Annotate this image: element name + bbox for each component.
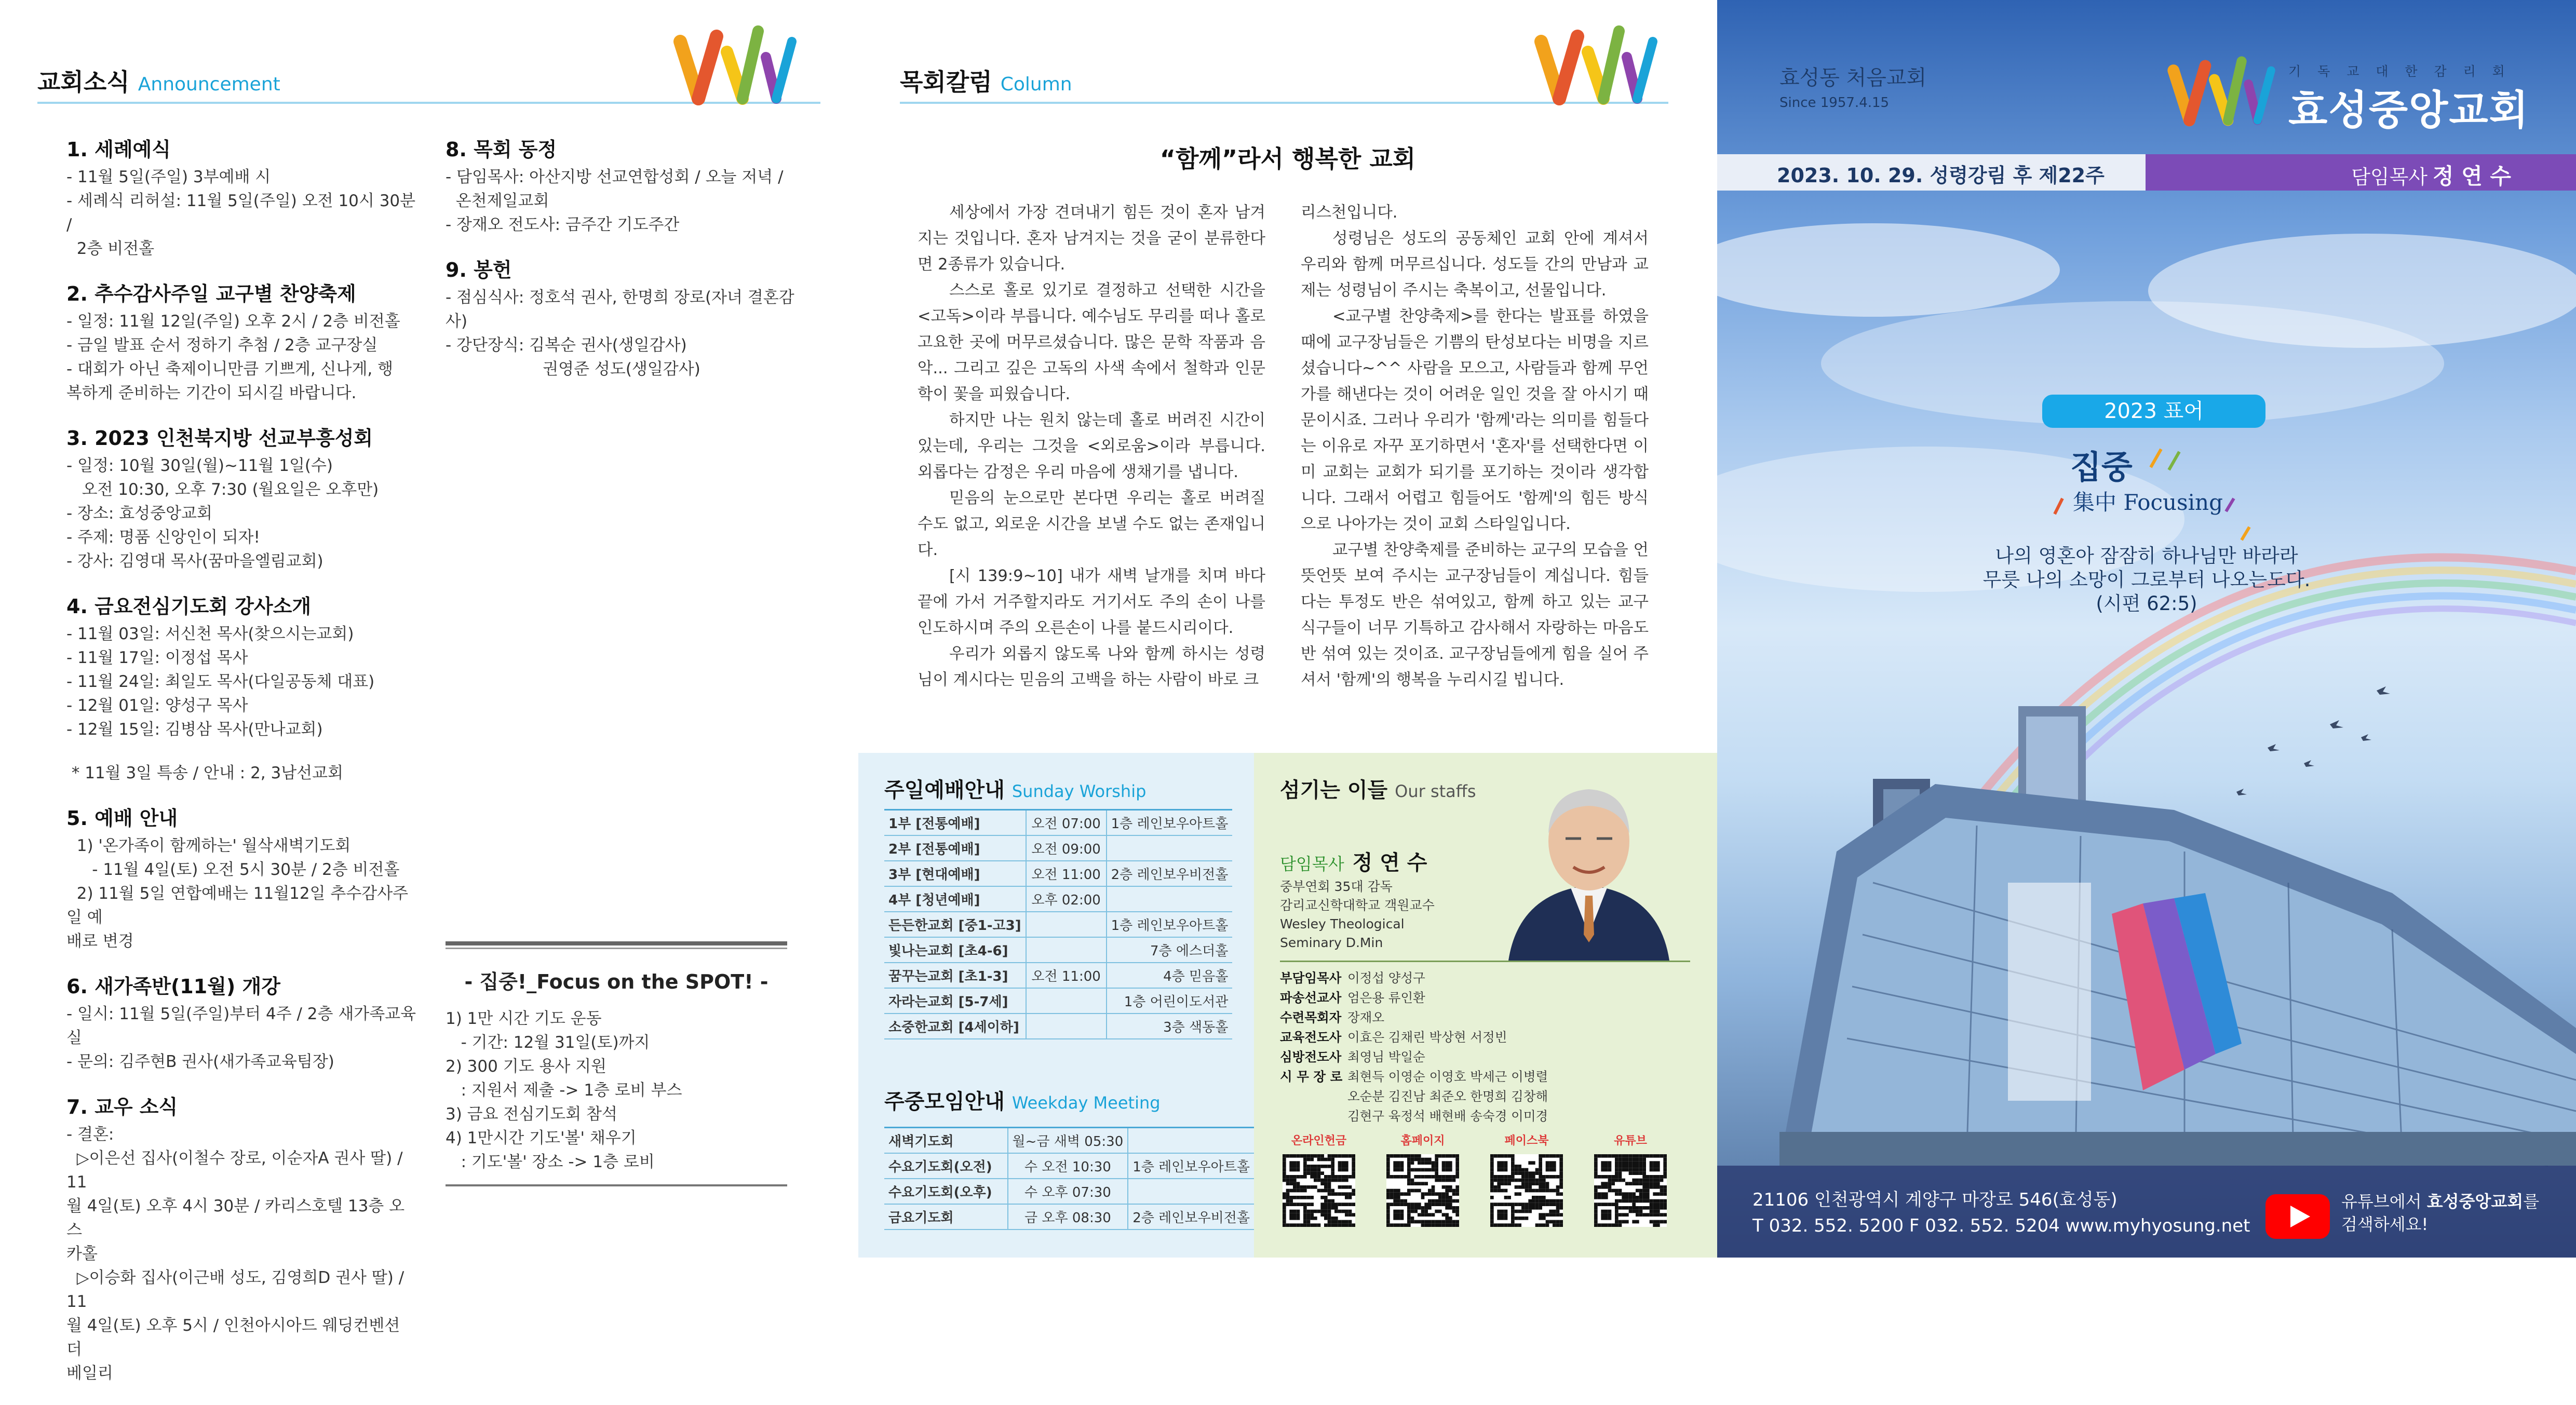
cover-pastor-name: 정 연 수 xyxy=(2433,164,2511,189)
yt-text-pre: 유튜브에서 xyxy=(2341,1192,2427,1211)
qr-label: 홈페이지 xyxy=(1400,1134,1445,1147)
pastor-label xyxy=(1280,846,1427,876)
qr-label: 페이스북 xyxy=(1504,1134,1549,1147)
service-time: 오후 02:00 xyxy=(1026,886,1107,912)
youtube-icon[interactable] xyxy=(2265,1194,2330,1239)
service-name: 빛나는교회 [초4-6] xyxy=(884,937,1026,963)
service-place: 3층 색동홀 xyxy=(1107,1014,1233,1039)
verse-line: 나의 영혼아 잠잠히 하나님만 바라라 xyxy=(1995,545,2298,567)
staff-heading xyxy=(1280,774,1476,803)
qr-block[interactable] xyxy=(1488,1132,1566,1229)
staff-names: 김현구 육정석 배현배 송숙경 이미경 xyxy=(1347,1109,1548,1124)
announcement-item xyxy=(66,280,420,405)
column-paragraph: 성령님은 성도의 공동체인 교회 안에 계셔서 우리와 함께 머무르십니다. 성도들 간의 만남과 교제는 성령님이 주시는 축복이고, 선물입니다. xyxy=(1301,229,1649,300)
focus-box xyxy=(446,941,787,1186)
staff-row xyxy=(1280,1067,1548,1087)
schedule-row xyxy=(884,1179,1254,1204)
column-paragraph: 스스로 홀로 있기로 결정하고 선택한 시간을 <고독>이라 부릅니다. 예수님도 무리를 떠나 홀로 고요한 곳에 머무르셨습니다. 많은 문학 작품과 음악... 그리고 깊은 고독의 사색 속에서 철학과 인문학이 꽃을 피웠습니다. xyxy=(918,281,1265,403)
weekday-title: 주중모임안내 xyxy=(884,1090,1005,1114)
announcement-item-heading: 6. 새가족반(11월) 개강 xyxy=(66,975,280,998)
service-time xyxy=(1026,988,1107,1014)
service-time: 오전 09:00 xyxy=(1026,835,1107,861)
schedule-row xyxy=(884,1153,1254,1179)
pastor-role: 담임목사 xyxy=(1280,854,1344,874)
announcement-item-heading: 3. 2023 인천북지방 선교부흥성회 xyxy=(66,427,373,450)
church-logo-icon xyxy=(1536,21,1661,109)
focus-list: 1) 1만 시간 기도 운동 - 기간: 12월 31일(토)까지 2) 300 기도 용사 지원 : 지원서 제출 -> 1층 로비 부스 3) 금요 전심기도회 참석 4) 1만시간 기도'볼' 채우기 : 기도'볼' 장소 -> 1층 로비 xyxy=(446,1009,682,1171)
column-headline: “함께”라서 행복한 교회 xyxy=(1159,145,1416,173)
service-name: 4부 [청년예배] xyxy=(884,886,1026,912)
announcement-heading xyxy=(37,63,280,98)
qr-code-icon[interactable] xyxy=(1386,1154,1459,1227)
schedule-row xyxy=(884,886,1232,912)
service-place: 1층 레인보우아트홀 xyxy=(1107,810,1233,835)
service-time xyxy=(1026,1014,1107,1039)
schedule-row xyxy=(884,937,1232,963)
service-place xyxy=(1107,835,1233,861)
announcement-item xyxy=(446,256,809,381)
announcement-item-body: - 결혼: ▷이은선 집사(이철수 장로, 이순자A 권사 딸) / 11 월 4일(토) 오후 4시 30분 / 카리스호텔 13층 오스 카홀 ▷이승화 집사(이근배 성도, 김영희D 권사 딸) / 11 월 4일(토) 오후 5시 / 인천아시아드 웨딩컨벤션 더 베일리 xyxy=(66,1125,405,1383)
weekday-heading xyxy=(884,1085,1161,1115)
pastor-photo xyxy=(1488,763,1690,961)
announcement-panel xyxy=(0,0,858,1383)
service-name: 자라는교회 [5-7세] xyxy=(884,988,1026,1014)
staff-names: 최현득 이영순 이영호 박세근 이병렬 xyxy=(1347,1069,1548,1084)
staff-row xyxy=(1280,1047,1548,1067)
announcement-item-body: - 일시: 11월 5일(주일)부터 4주 / 2층 새가족교육실 - 문의: 김주현B 권사(새가족교육팀장) xyxy=(66,1005,416,1071)
staff-row xyxy=(1280,968,1548,988)
schedule-row xyxy=(884,988,1232,1014)
announcement-item-body: - 점심식사: 정호석 권사, 한명희 장로(자녀 결혼감사) - 강단장식: 김복순 권사(생일감사) 권영준 성도(생일감사) xyxy=(446,288,794,379)
announcement-item-body: - 일정: 10월 30일(월)~11월 1일(수) 오전 10:30, 오후 7:30 (월요일은 오후만) - 장소: 효성중앙교회 - 주제: 명품 신앙인이 되자! - 강사: 김영대 목사(꿈마을엘림교회) xyxy=(66,456,379,571)
church-since: Since 1957.4.15 xyxy=(1779,95,1890,111)
service-place: 1층 어린이도서관 xyxy=(1107,988,1233,1014)
announcement-item-heading: 2. 추수감사주일 교구별 찬양축제 xyxy=(66,282,356,305)
staff-role: 부담임목사 xyxy=(1280,970,1342,985)
schedule-row xyxy=(884,1014,1232,1039)
service-name: 2부 [전통예배] xyxy=(884,835,1026,861)
motto-subtitle: 集中 Focusing xyxy=(2073,490,2223,515)
staff-role: 파송선교사 xyxy=(1280,990,1342,1005)
announcement-item xyxy=(446,136,809,237)
church-tagline: 효성동 처음교회 xyxy=(1779,66,1927,90)
yt-text-post: 를 xyxy=(2523,1192,2540,1211)
service-place xyxy=(1107,886,1233,912)
service-time: 수 오전 10:30 xyxy=(1008,1153,1128,1179)
service-place: 2층 레인보우비전홀 xyxy=(1128,1204,1254,1230)
service-name: 새벽기도회 xyxy=(884,1128,1008,1153)
focus-title: - 집중!_Focus on the SPOT! - xyxy=(464,970,768,993)
weekday-title-en: Weekday Meeting xyxy=(1011,1093,1161,1113)
staff-role: 교육전도사 xyxy=(1280,1030,1342,1045)
announcement-item-heading: 8. 목회 동정 xyxy=(446,138,557,161)
worship-box xyxy=(858,753,1254,1258)
schedule-row xyxy=(884,810,1232,835)
denomination: 기 독 교 대 한 감 리 회 xyxy=(2288,64,2511,79)
column-heading xyxy=(900,63,1072,98)
church-logo-icon xyxy=(2169,49,2278,132)
qr-block[interactable] xyxy=(1280,1132,1358,1229)
qr-block[interactable] xyxy=(1384,1132,1462,1229)
column-paragraph: 하지만 나는 원치 않는데 홀로 버려진 시간이 있는데, 우리는 그것을 <외로움>이라 부릅니다. 외롭다는 감정은 우리 마음에 생채기를 냅니다. xyxy=(918,411,1265,481)
staff-names: 이정섭 양성구 xyxy=(1347,970,1425,985)
verse-line: 무릇 나의 소망이 그로부터 나오는도다. xyxy=(1982,569,2311,591)
cover-pastor-role: 담임목사 xyxy=(2351,166,2428,188)
staff-title: 섬기는 이들 xyxy=(1280,778,1388,802)
service-time: 오전 11:00 xyxy=(1026,963,1107,988)
announcement-left-column xyxy=(66,136,420,1405)
weekday-schedule-table xyxy=(884,1127,1254,1230)
scripture-verse xyxy=(1717,544,2576,616)
schedule-row xyxy=(884,1204,1254,1230)
qr-label: 온라인헌금 xyxy=(1291,1134,1347,1147)
announcement-item xyxy=(66,425,420,573)
column-text-right xyxy=(1301,200,1649,693)
column-paragraph: 리스천입니다. xyxy=(1301,204,1398,222)
church-name: 효성중앙교회 xyxy=(2288,87,2530,134)
focus-top-rule xyxy=(446,941,787,945)
announcement-item-body: - 11월 5일(주일) 3부예배 시 - 세례식 리허설: 11월 5일(주일) 오전 10시 30분 / 2층 비전홀 xyxy=(66,168,416,258)
announcement-item xyxy=(66,973,420,1074)
column-paragraph: 세상에서 가장 견뎌내기 힘든 것이 혼자 남겨지는 것입니다. 혼자 남겨지는 것을 굳이 분류한다면 2종류가 있습니다. xyxy=(918,204,1265,274)
focus-top-rule-thin xyxy=(446,948,787,949)
column-paragraph: 교구별 찬양축제를 준비하는 교구의 모습을 언뜻언뜻 보여 주시는 교구장님들이 계십니다. 힘들다는 투정도 반은 섞여있고, 함께 하고 있는 교구 식구들이 너무 기특하고 감사해서 자랑하는 마음도 반 섞여 있는 것이죠. 교구장님들에게 힘을 실어 주셔서 '함께'의 행복을 누리시길 빕니다. xyxy=(1301,541,1649,689)
staff-row xyxy=(1280,1008,1548,1028)
column-title-en: Column xyxy=(1000,74,1072,95)
youtube-search-text xyxy=(2341,1190,2539,1236)
qr-code-icon[interactable] xyxy=(1490,1154,1563,1227)
service-name: 든든한교회 [중1-고3] xyxy=(884,912,1026,937)
motto-accent-strokes xyxy=(2049,447,2257,550)
service-place xyxy=(1128,1179,1254,1204)
service-time: 금 오후 08:30 xyxy=(1008,1204,1128,1230)
staff-row xyxy=(1280,1028,1548,1047)
staff-role: 수련목회자 xyxy=(1280,1010,1342,1025)
service-place: 4층 믿음홀 xyxy=(1107,963,1233,988)
staff-names: 오순분 김진남 최준오 한명희 김창해 xyxy=(1347,1089,1548,1104)
staff-role xyxy=(1280,1087,1347,1106)
worship-heading xyxy=(884,774,1146,803)
announcement-item xyxy=(66,593,420,741)
qr-code-icon[interactable] xyxy=(1283,1154,1355,1227)
announcement-item-body: - 담임목사: 아산지방 선교연합성회 / 오늘 저녁 / 온천제일교회 - 장재오 전도사: 금주간 기도주간 xyxy=(446,168,784,234)
service-time: 오전 07:00 xyxy=(1026,810,1107,835)
staff-role xyxy=(1280,1106,1347,1126)
announcement-item-heading: 1. 세례예식 xyxy=(66,138,171,161)
announcement-item-heading: 7. 교우 소식 xyxy=(66,1096,178,1118)
staff-names: 최영님 박일순 xyxy=(1347,1049,1425,1064)
yt-text-church: 효성중앙교회 xyxy=(2426,1192,2524,1211)
announcement-item xyxy=(66,1093,420,1385)
service-name: 수요기도회(오후) xyxy=(884,1179,1008,1204)
address-line: 21106 인천광역시 계양구 마장로 546(효성동) xyxy=(1752,1190,2118,1210)
church-address xyxy=(1752,1187,2250,1239)
service-place: 1층 레인보우아트홀 xyxy=(1107,912,1233,937)
staff-names: 장재오 xyxy=(1347,1010,1385,1025)
contact-line: T 032. 552. 5200 F 032. 552. 5204 www.myhyosung.net xyxy=(1752,1215,2250,1236)
focus-bottom-rule xyxy=(446,1184,787,1186)
sunday-schedule-table xyxy=(884,809,1232,1039)
service-name: 수요기도회(오전) xyxy=(884,1153,1008,1179)
pastor-bar-text xyxy=(2351,159,2511,191)
staff-box xyxy=(1254,753,1717,1258)
service-time xyxy=(1026,937,1107,963)
service-place: 2층 레인보우비전홀 xyxy=(1107,861,1233,886)
service-name: 금요기도회 xyxy=(884,1204,1008,1230)
staff-row xyxy=(1280,1087,1548,1106)
service-place: 7층 에스더홀 xyxy=(1107,937,1233,963)
announcement-item xyxy=(66,136,420,261)
service-name: 꿈꾸는교회 [초1-3] xyxy=(884,963,1026,988)
qr-block[interactable] xyxy=(1592,1132,1669,1229)
worship-title-en: Sunday Worship xyxy=(1011,781,1147,801)
schedule-row xyxy=(884,835,1232,861)
yt-text-line2: 검색하세요! xyxy=(2341,1214,2429,1234)
service-name: 3부 [현대예배] xyxy=(884,861,1026,886)
qr-label: 유튜브 xyxy=(1614,1134,1647,1147)
service-time xyxy=(1026,912,1107,937)
service-name: 1부 [전통예배] xyxy=(884,810,1026,835)
cover-panel xyxy=(1717,0,2576,1258)
service-place xyxy=(1128,1128,1254,1153)
motto-title: 집중 xyxy=(2070,448,2133,486)
service-place: 1층 레인보우아트홀 xyxy=(1128,1153,1254,1179)
staff-role: 시 무 장 로 xyxy=(1280,1069,1343,1084)
church-logo-icon xyxy=(675,21,800,109)
announcement-item-heading: 9. 봉헌 xyxy=(446,259,512,281)
service-date: 2023. 10. 29. 성령강림 후 제22주 xyxy=(1777,164,2105,187)
pastor-name: 정 연 수 xyxy=(1352,851,1427,875)
announcement-note: * 11월 3일 특송 / 안내 : 2, 3남선교회 xyxy=(66,764,344,782)
column-paragraph: 믿음의 눈으로만 본다면 우리는 홀로 버려질 수도 없고, 외로운 시간을 보낼 수도 없는 존재입니다. xyxy=(918,489,1265,559)
staff-list xyxy=(1280,968,1548,1126)
column-title: 목회칼럼 xyxy=(900,68,992,96)
announcement-item-heading: 4. 금요전심기도회 강사소개 xyxy=(66,595,312,618)
schedule-row xyxy=(884,963,1232,988)
staff-title-en: Our staffs xyxy=(1395,781,1476,801)
qr-code-icon[interactable] xyxy=(1594,1154,1667,1227)
service-time: 수 오후 07:30 xyxy=(1008,1179,1128,1204)
announcement-item-body: - 11월 03일: 서신천 목사(찾으시는교회) - 11월 17일: 이정섭 목사 - 11월 24일: 최일도 목사(다일공동체 대표) - 12월 01일: 양성구 목사 - 12월 15일: 김병삼 목사(만나교회) xyxy=(66,625,375,739)
announcement-item-body: - 일정: 11월 12일(주일) 오후 2시 / 2층 비전홀 - 금일 발표 순서 정하기 추첨 / 2층 교구장실 - 대회가 아닌 축제이니만큼 기쁘게, 신나게, 행 복하게 준비하는 기간이 되시길 바랍니다. xyxy=(66,312,400,402)
column-paragraph: <교구별 찬양축제>를 한다는 발표를 하였을 때에 교구장님들은 기쁨의 탄성보다는 비명을 지르셨습니다~^^ 사람을 모으고, 사람들과 함께 무언가를 해낸다는 것이 어려운 일인 것을 잘 아시기 때문이시죠. 그러나 우리가 '함께'라는 의미를 힘들다는 이유로 자꾸 포기하면서 '혼자'를 선택한다면 이미 교회는 교회가 되기를 포기하는 것이라 생각합니다. 그래서 어렵고 힘들어도 '함께'의 힘든 방식으로 나아가는 것이 교회 스타일입니다. xyxy=(1301,307,1649,533)
announcement-right-column xyxy=(446,136,809,401)
column-paragraph: [시 139:9~10] 내가 새벽 날개를 치며 바다 끝에 가서 거주할지라도 거기서도 주의 손이 나를 인도하시며 주의 오른손이 나를 붙드시리이다. xyxy=(918,567,1265,637)
service-name: 소중한교회 [4세이하] xyxy=(884,1014,1026,1039)
column-paragraph: 우리가 외롭지 않도록 나와 함께 하시는 성령님이 계시다는 믿음의 고백을 하는 사람이 바로 크 xyxy=(918,645,1265,689)
staff-names: 이효은 김채린 박상현 서정빈 xyxy=(1347,1030,1507,1045)
staff-row xyxy=(1280,1106,1548,1126)
schedule-row xyxy=(884,861,1232,886)
announcement-item-heading: 5. 예배 안내 xyxy=(66,807,178,830)
worship-title: 주일예배안내 xyxy=(884,778,1005,802)
announcement-item-body: 1) '온가족이 함께하는' 월삭새벽기도회 - 11월 4일(토) 오전 5시 30분 / 2층 비전홀 2) 11월 5일 연합예배는 11월12일 추수감사주일 예 배로 변경 xyxy=(66,836,409,951)
announcement-title-en: Announcement xyxy=(138,74,280,95)
staff-role: 심방전도사 xyxy=(1280,1049,1342,1064)
service-time: 월~금 새벽 05:30 xyxy=(1008,1128,1128,1153)
staff-divider xyxy=(1280,961,1690,962)
verse-line: (시편 62:5) xyxy=(2096,592,2197,615)
column-text-left xyxy=(918,200,1265,693)
pastor-bio: 중부연회 35대 감독 감리교신학대학교 객원교수 Wesley Theological Seminary D.Min xyxy=(1280,879,1435,950)
announcement-item xyxy=(66,761,420,785)
motto-pill: 2023 표어 xyxy=(2042,395,2265,428)
staff-names: 엄은용 류인환 xyxy=(1347,990,1425,1005)
announcement-title: 교회소식 xyxy=(37,68,130,96)
service-time: 오전 11:00 xyxy=(1026,861,1107,886)
column-panel xyxy=(858,0,1717,1258)
schedule-row xyxy=(884,1128,1254,1153)
schedule-row xyxy=(884,912,1232,937)
staff-row xyxy=(1280,988,1548,1008)
announcement-item xyxy=(66,805,420,953)
